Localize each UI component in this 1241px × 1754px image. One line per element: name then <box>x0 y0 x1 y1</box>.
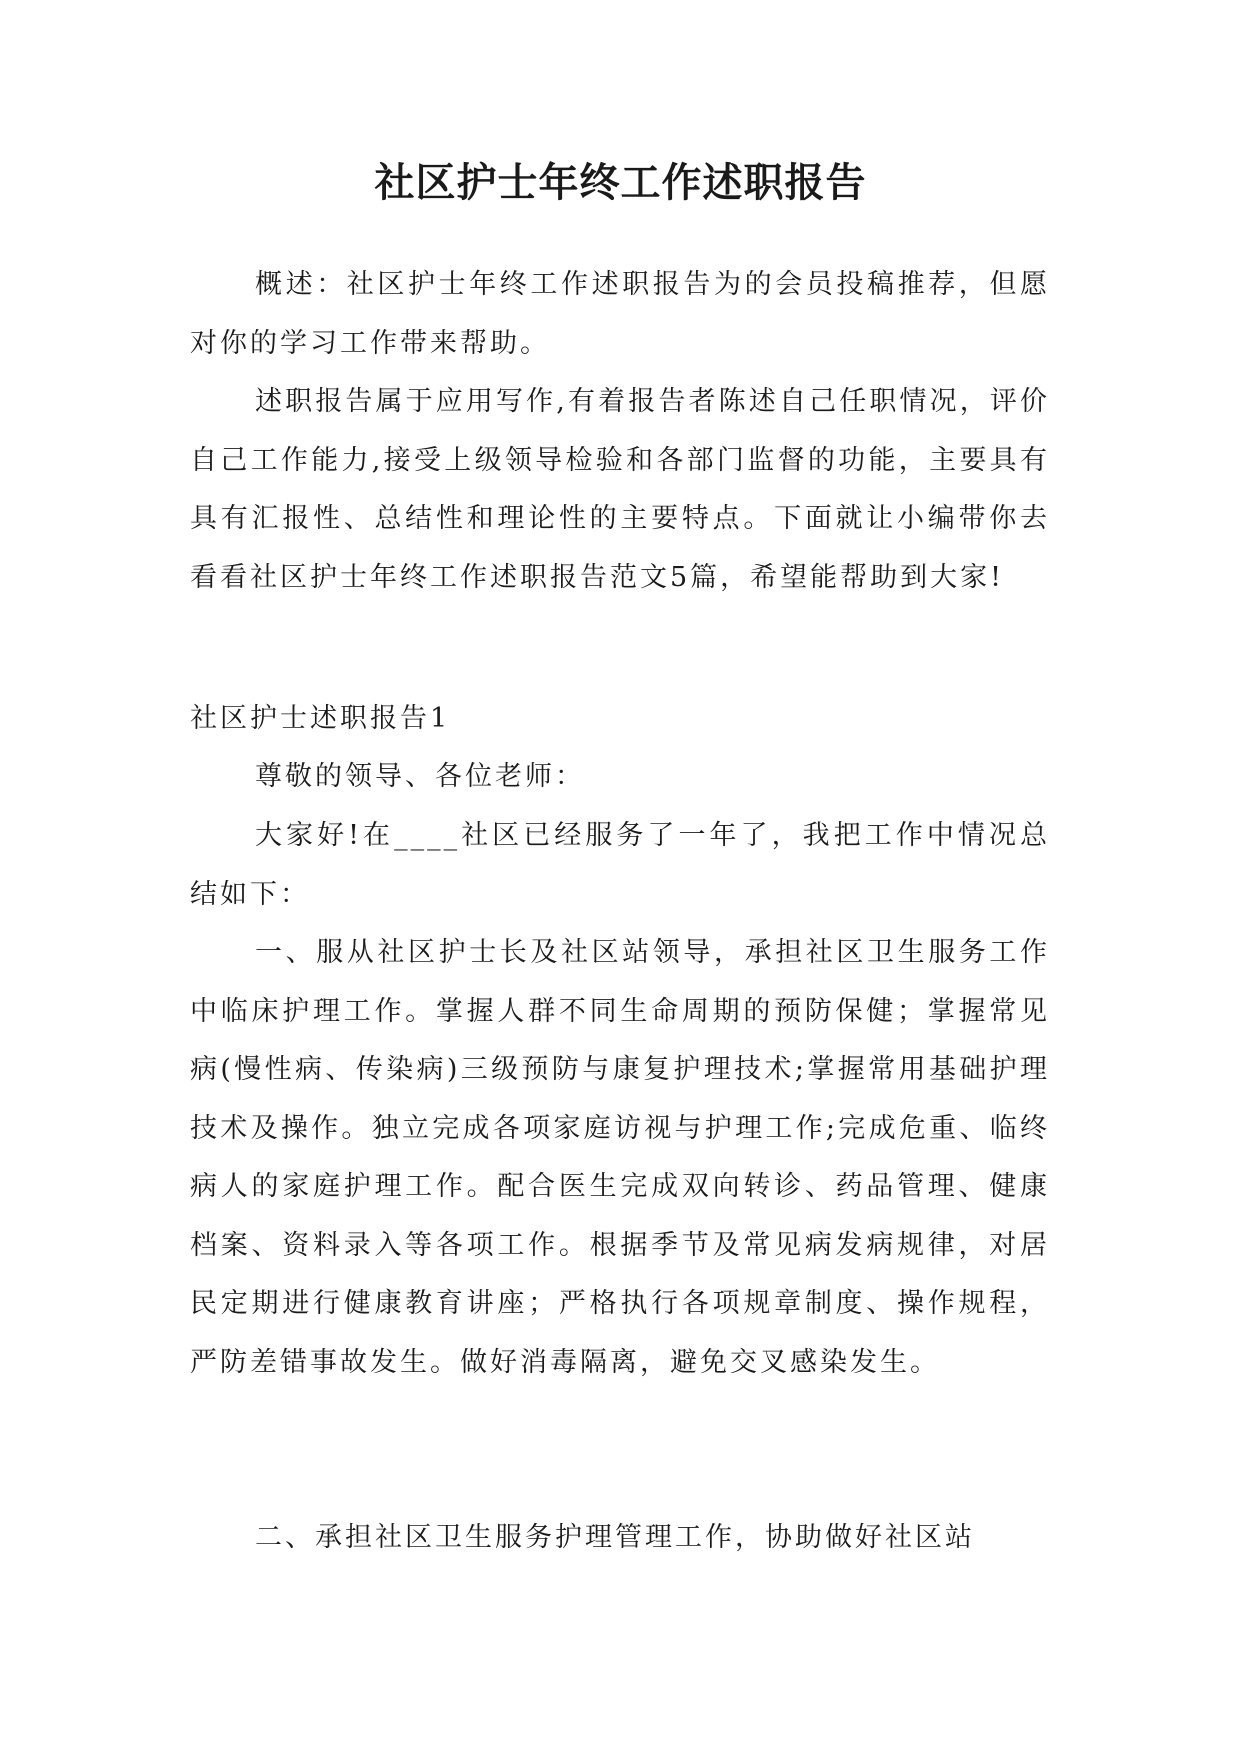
salutation-paragraph: 尊敬的领导、各位老师： <box>255 761 585 792</box>
item-1-paragraph: 一、服从社区护士长及社区站领导，承担社区卫生服务工作中临床护理工作。掌握人群不同生命周期的预防保健；掌握常见病(慢性病、传染病)三级预防与康复护理技术;掌握常用基础护理技术及操作。独立完成各项家庭访视与护理工作;完成危重、临终病人的家庭护理工作。配合医生完成双向转诊、药品管理、健康档案、资料录入等各项工作。根据季节及常见病发病规律，对居民定期进行健康教育讲座；严格执行各项规章制度、操作规程，严防差错事故发生。做好消毒隔离，避免交叉感染发生。 <box>190 937 1050 1378</box>
intro-paragraph: 述职报告属于应用写作,有着报告者陈述自己任职情况，评价自己工作能力,接受上级领导检验和各部门监督的功能，主要具有具有汇报性、总结性和理论性的主要特点。下面就让小编带你去看看社区护士年终工作述职报告范文5篇，希望能帮助到大家! <box>190 386 1050 593</box>
document-title: 社区护士年终工作述职报告 <box>374 159 867 206</box>
opening-paragraph: 大家好!在____社区已经服务了一年了，我把工作中情况总结如下： <box>190 820 1050 910</box>
summary-paragraph: 概述：社区护士年终工作述职报告为的会员投稿推荐，但愿对你的学习工作带来帮助。 <box>190 269 1050 359</box>
section-heading: 社区护士述职报告1 <box>190 703 451 734</box>
item-2-paragraph: 二、承担社区卫生服务护理管理工作，协助做好社区站 <box>255 1522 975 1553</box>
